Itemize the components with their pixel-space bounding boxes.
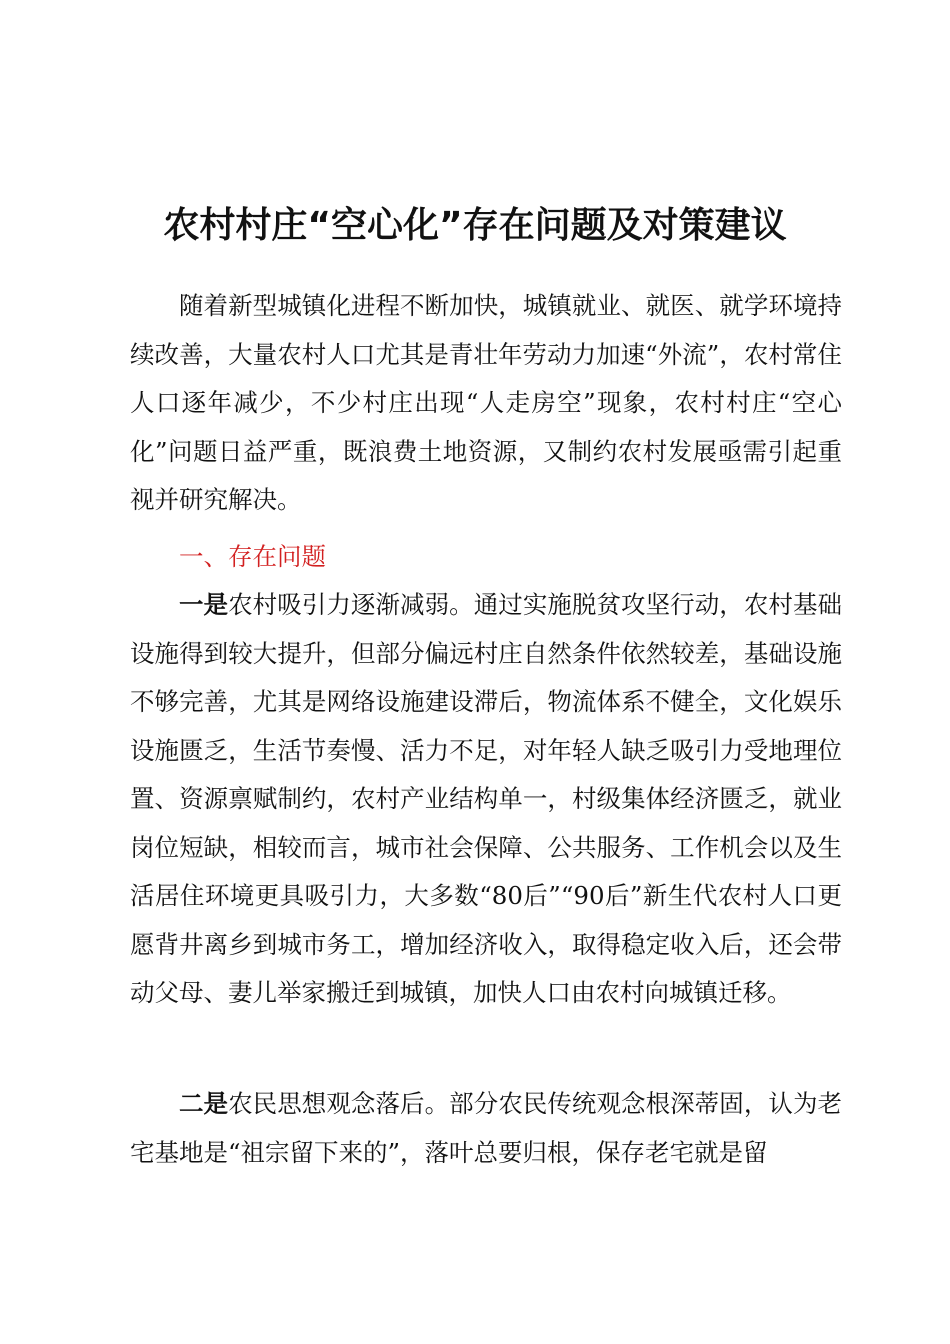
point-two-paragraph [130, 1080, 842, 1177]
point-two-block [130, 1080, 842, 1177]
intro-block [130, 282, 842, 525]
point-two-lead: 二是 [179, 1089, 229, 1118]
section-heading-problems: 一、存在问题 [179, 542, 326, 571]
point-one-paragraph [130, 581, 842, 1018]
point-one-block [130, 581, 842, 1018]
point-one-text: 农村吸引力逐渐减弱。通过实施脱贫攻坚行动，农村基础设施得到较大提升，但部分偏远村庄自然条件依然较差，基础设施不够完善，尤其是网络设施建设滞后，物流体系不健全，文化娱乐设施匮乏，生活节奏慢、活力不足，对年轻人缺乏吸引力受地理位置、资源禀赋制约，农村产业结构单一，村级集体经济匮乏，就业岗位短缺，相较而言，城市社会保障、公共服务、工作机会以及生活居住环境更具吸引力，大多数“80后”“90后”新生代农村人口更愿背井离乡到城市务工，增加经济收入，取得稳定收入后，还会带动父母、妻儿举家搬迁到城镇，加快人口由农村向城镇迁移。 [130, 590, 843, 1007]
section-heading-block [130, 533, 842, 582]
intro-paragraph: 随着新型城镇化进程不断加快，城镇就业、就医、就学环境持续改善，大量农村人口尤其是青壮年劳动力加速“外流”，农村常住人口逐年减少，不少村庄出现“人走房空”现象，农村村庄“空心化”问题日益严重，既浪费土地资源，又制约农村发展亟需引起重视并研究解决。 [130, 291, 842, 514]
point-one-lead: 一是 [179, 590, 229, 619]
document-title: 农村村庄“空心化”存在问题及对策建议 [163, 205, 787, 246]
point-two-text: 农民思想观念落后。部分农民传统观念根深蒂固，认为老宅基地是“祖宗留下来的”，落叶总要归根，保存老宅就是留 [130, 1089, 843, 1167]
